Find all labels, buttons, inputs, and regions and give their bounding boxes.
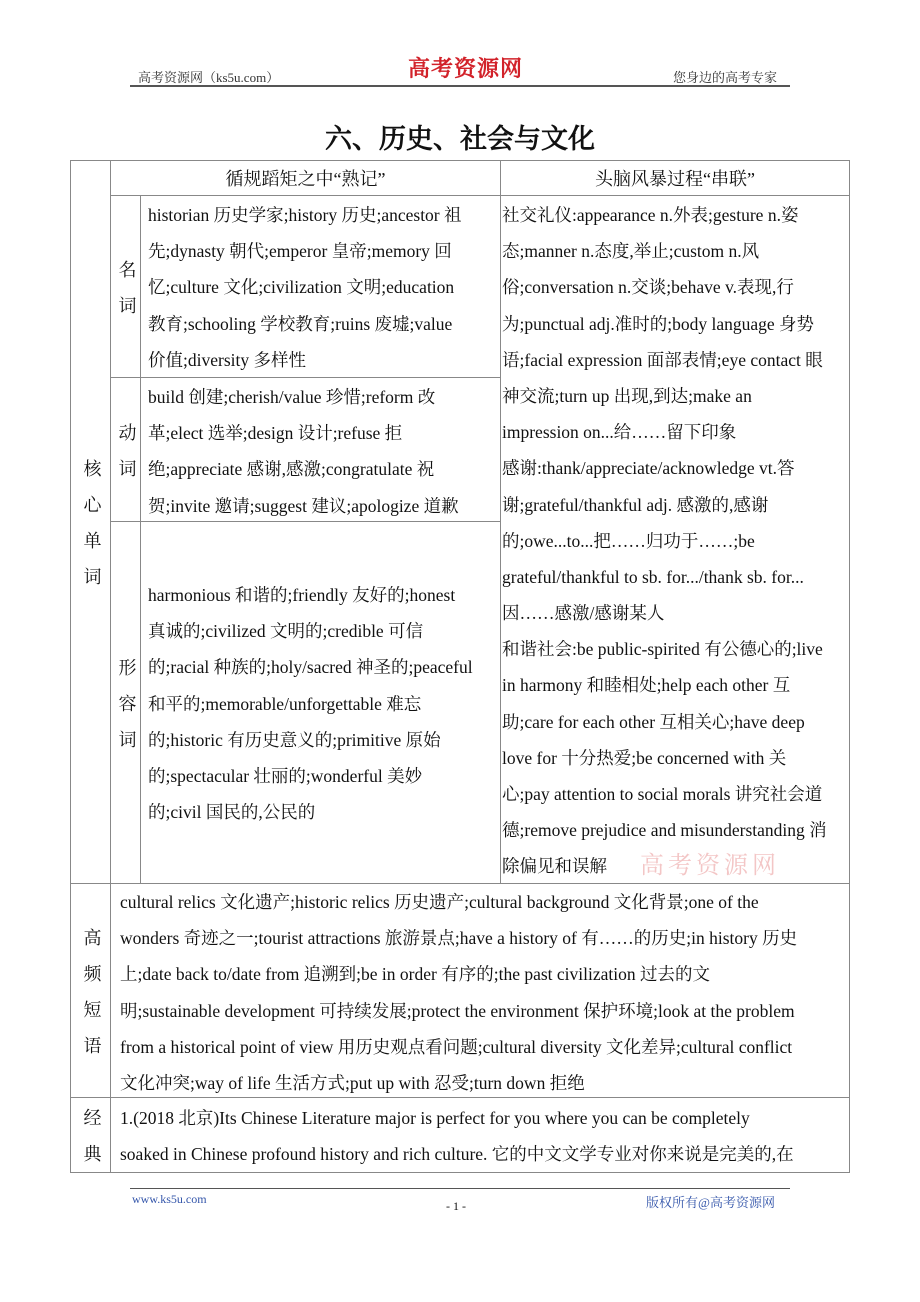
footer-divider [130,1188,790,1189]
col-header-memorize: 循规蹈矩之中“熟记” [110,160,501,196]
text-line: impression on...给……留下印象 [502,422,737,443]
text-line: 的;racial 种族的;holy/sacred 神圣的;peaceful [148,657,473,678]
footer-copyright: 版权所有@高考资源网 [646,1195,775,1210]
classic-label: 经典 [80,1108,102,1180]
text-line: 明;sustainable development 可持续发展;protect the environment 保护环境;look at the problem [120,1000,795,1021]
text-line: 贺;invite 邀请;suggest 建议;apologize 道歉 [148,495,459,516]
text-line: 和平的;memorable/unforgettable 难忘 [148,693,422,714]
text-line: 神交流;turn up 出现,到达;make an [502,385,752,406]
text-line: 1.(2018 北京)Its Chinese Literature major is perfect for you where you can be completely [120,1108,750,1128]
text-line: 教育;schooling 学校教育;ruins 废墟;value [148,313,453,334]
verb-list [140,377,501,522]
header-site-name: 高考资源网（ks5u.com） [138,70,280,85]
text-line: 因……感激/感谢某人 [502,603,665,624]
text-line: 革;elect 选举;design 设计;refuse 拒 [148,423,403,444]
text-line: from a historical point of view 用历史观点看问题;cultural diversity 文化差异;cultural conflict [120,1036,793,1057]
adj-label: 形容词 [115,657,137,766]
header-divider [130,85,790,87]
text-line: cultural relics 文化遗产;historic relics 历史遗产;cultural background 文化背景;one of the [120,892,759,912]
text-line: 态;manner n.态度,举止;custom n.风 [502,241,760,262]
page-number: - 1 - [446,1199,466,1213]
text-line: 俗;conversation n.交谈;behave v.表现,行 [502,277,794,298]
text-line: 的;historic 有历史意义的;primitive 原始 [148,729,441,750]
footer-url[interactable]: www.ks5u.com [132,1192,207,1206]
noun-list [140,195,501,378]
text-line: in harmony 和睦相处;help each other 互 [502,675,791,696]
text-line: 的;owe...to...把……归功于……;be [502,530,755,551]
text-line: 助;care for each other 互相关心;have deep [502,711,805,732]
phrases-label-cell [70,883,111,1098]
text-line: soaked in Chinese profound history and rich culture. 它的中文文学专业对你来说是完美的,在 [120,1144,794,1165]
text-line: harmonious 和谐的;friendly 友好的;honest [148,585,456,605]
header-slogan: 您身边的高考专家 [673,70,778,85]
text-line: 谢;grateful/thankful adj. 感激的,感谢 [502,494,769,515]
classic-label-cell [70,1097,111,1180]
noun-label-cell [110,195,141,378]
adj-label-cell [110,521,141,884]
core-words-label-cell [70,160,111,884]
text-line: 心;pay attention to social morals 讲究社会道 [502,784,823,804]
noun-label: 名词 [115,259,137,332]
brainstorm-list [500,195,850,884]
text-line: 德;remove prejudice and misunderstanding 消 [502,820,827,841]
text-line: 除偏见和误解 [502,856,607,877]
classic-sentences [110,1097,850,1173]
text-line: build 创建;cherish/value 珍惜;reform 改 [148,387,436,407]
text-line: 的;spectacular 壮丽的;wonderful 美妙 [148,765,423,786]
text-line: grateful/thankful to sb. for.../thank sb. for... [502,566,804,587]
text-line: 价值;diversity 多样性 [148,349,306,370]
text-line: 社交礼仪:appearance n.外表;gesture n.姿 [502,205,799,225]
text-line: 忆;culture 文化;civilization 文明;education [148,277,455,298]
text-line: 感谢:thank/appreciate/acknowledge vt.答 [502,458,795,479]
text-line: 文化冲突;way of life 生活方式;put up with 忍受;turn down 拒绝 [120,1072,585,1093]
page-title: 六、历史、社会与文化 [325,124,595,155]
text-line: historian 历史学家;history 历史;ancestor 祖 [148,205,462,225]
text-line: 和谐社会:be public-spirited 有公德心的;live [502,639,823,660]
text-line: wonders 奇迹之一;tourist attractions 旅游景点;have a history of 有……的历史;in history 历史 [120,928,798,949]
text-line: 绝;appreciate 感谢,感激;congratulate 祝 [148,459,435,480]
text-line: 上;date back to/date from 追溯到;be in order 有序的;the past civilization 过去的文 [120,964,711,985]
core-words-label: 核心单词 [80,459,102,603]
col-header-brainstorm: 头脑风暴过程“串联” [500,160,850,196]
site-logo: 高考资源网 [408,56,524,81]
text-line: 先;dynasty 朝代;emperor 皇帝;memory 回 [148,241,452,262]
text-line: 的;civil 国民的,公民的 [148,802,316,823]
text-line: 真诚的;civilized 文明的;credible 可信 [148,621,424,642]
text-line: 语;facial expression 面部表情;eye contact 眼 [502,349,823,370]
verb-label: 动词 [115,422,137,495]
adj-list [140,521,501,884]
text-line: love for 十分热爱;be concerned with 关 [502,747,787,768]
verb-label-cell [110,377,141,522]
phrases-list [110,883,850,1098]
text-line: 为;punctual adj.准时的;body language 身势 [502,313,815,334]
phrases-label: 高频短语 [80,927,102,1072]
watermark: 高考资源网 [640,853,780,879]
